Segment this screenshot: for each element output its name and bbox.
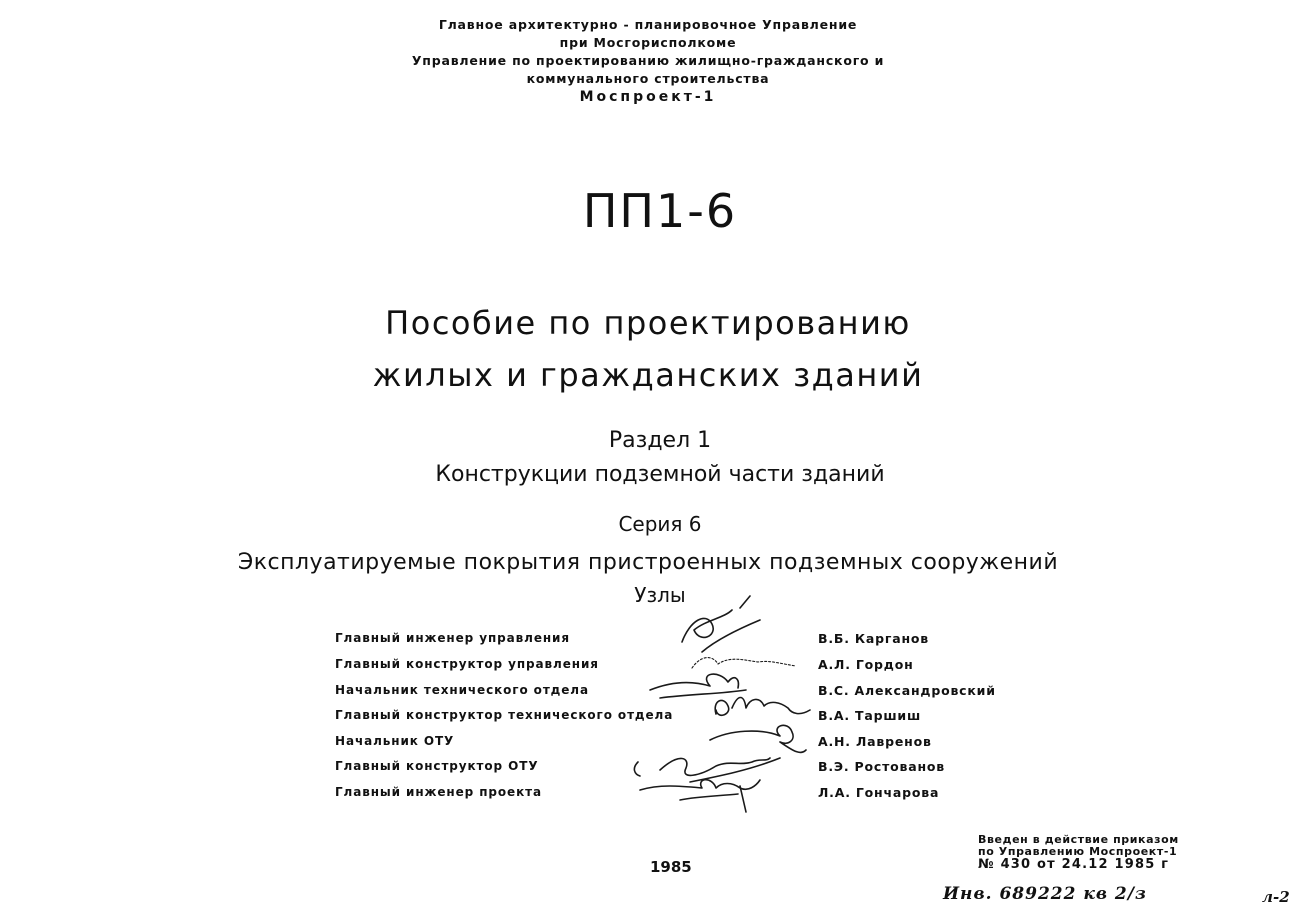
series-block xyxy=(12,510,1296,538)
signatory-role: Главный инженер проекта xyxy=(335,785,542,799)
enactment-note-line-2: по Управлению Моспроект-1 xyxy=(978,845,1178,858)
section-title: Конструкции подземной части зданий xyxy=(435,462,885,487)
header-line-ministry: Главное архитектурно - планировочное Управление xyxy=(438,17,858,32)
handwritten-signatures xyxy=(620,590,820,820)
document-code: ПП1-6 xyxy=(582,184,738,238)
signature-stroke xyxy=(715,698,810,716)
signatory-name: В.Б. Карганов xyxy=(818,631,930,646)
header-line-construction: коммунального строительства xyxy=(526,71,770,86)
header-block xyxy=(0,16,1296,106)
signatory-name: А.Л. Гордон xyxy=(818,657,914,672)
signatory-name: В.А. Таршиш xyxy=(818,708,922,723)
signature-stroke xyxy=(682,596,760,652)
signatory-role: Начальник технического отдела xyxy=(335,683,589,697)
page-number: л-2 xyxy=(1262,888,1290,906)
header-line-department: Управление по проектированию жилищно-гражданского и xyxy=(411,53,885,68)
signatory-name: В.Э. Ростованов xyxy=(818,759,946,774)
signatory-role: Главный конструктор ОТУ xyxy=(335,759,539,773)
series-title: Эксплуатируемые покрытия пристроенных подземных сооружений xyxy=(237,550,1059,575)
inventory-number: Инв. 689222 кв 2/з xyxy=(943,884,1147,904)
signatory-name: В.С. Александровский xyxy=(818,683,996,698)
signature-stroke xyxy=(634,758,780,782)
header-line-mosproekt: Моспроект-1 xyxy=(579,89,717,105)
signature-stroke xyxy=(692,658,796,668)
section-block xyxy=(12,424,1296,492)
publication-year: 1985 xyxy=(650,858,692,876)
signatory-role: Главный инженер управления xyxy=(335,631,570,645)
signature-stroke xyxy=(640,780,760,812)
signatory-role: Главный конструктор управления xyxy=(335,657,599,671)
signature-stroke xyxy=(710,725,806,752)
series-subtitle: Узлы xyxy=(634,583,686,607)
signatory-role: Главный конструктор технического отдела xyxy=(335,708,674,722)
title-line-2: жилых и гражданских зданий xyxy=(372,356,924,394)
enactment-note-line-3: № 430 от 24.12 1985 г xyxy=(978,857,1170,872)
signatory-name: Л.А. Гончарова xyxy=(818,785,940,800)
section-number: Раздел 1 xyxy=(608,428,712,453)
signatory-name: А.Н. Лавренов xyxy=(818,734,932,749)
series-number: Серия 6 xyxy=(618,512,702,536)
title-line-1: Пособие по проектированию xyxy=(385,304,911,342)
title-block xyxy=(0,300,1296,398)
signatory-role: Начальник ОТУ xyxy=(335,734,455,748)
enactment-note-line-1: Введен в действие приказом xyxy=(978,833,1179,846)
signature-stroke xyxy=(650,674,746,698)
header-line-mosgorispolkom: при Мосгорисполкоме xyxy=(559,35,737,50)
enactment-note xyxy=(978,834,1179,871)
